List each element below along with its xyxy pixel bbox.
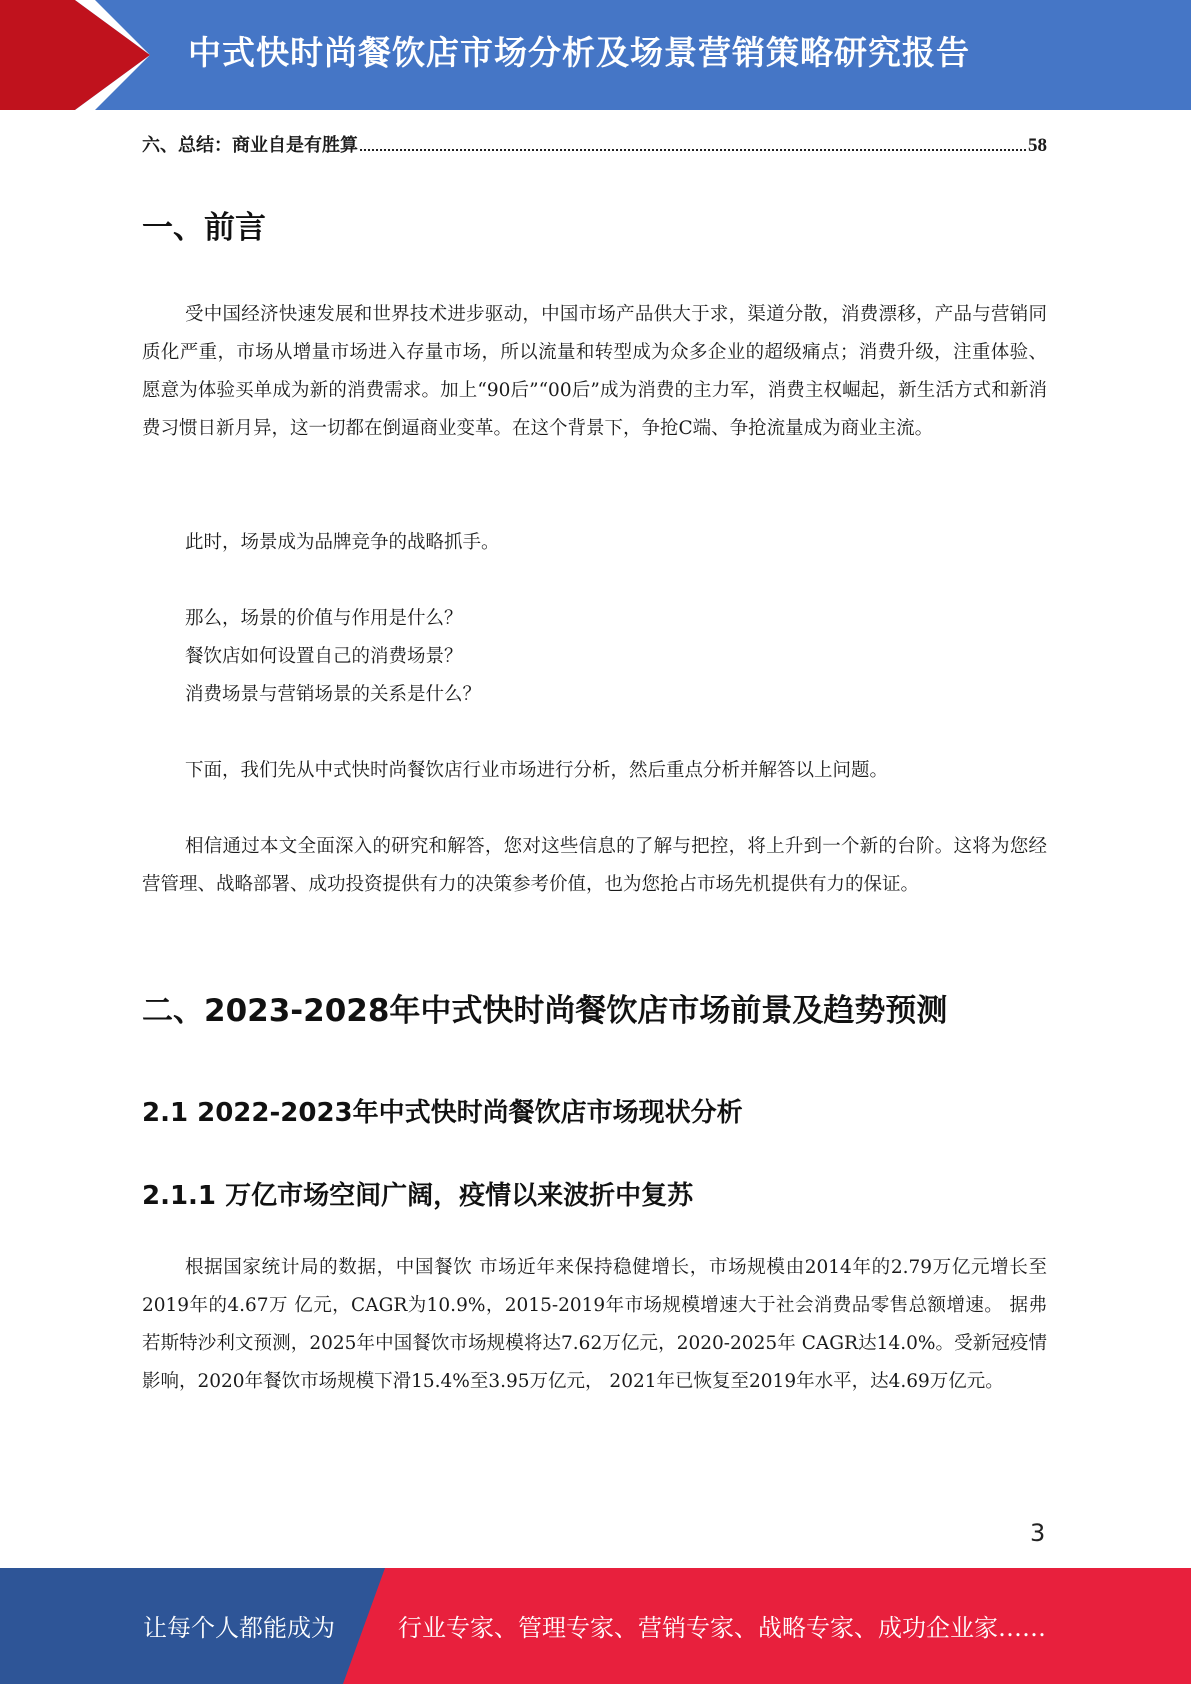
- report-title: 中式快时尚餐饮店市场分析及场景营销策略研究报告: [188, 33, 970, 72]
- page-number: 3: [1030, 1519, 1046, 1547]
- section-heading-2: 二、2023-2028年中式快时尚餐饮店市场前景及趋势预测: [142, 993, 948, 1029]
- footer-slogan-right: 行业专家、管理专家、营销专家、战略专家、成功企业家……: [398, 1614, 1046, 1642]
- preface-paragraph-3: 下面，我们先从中式快时尚餐饮店行业市场进行分析，然后重点分析并解答以上问题。: [185, 760, 889, 781]
- toc-entry-page: 58: [1028, 135, 1047, 156]
- section-heading-2-1: 2.1 2022-2023年中式快时尚餐饮店市场现状分析: [142, 1098, 743, 1128]
- preface-paragraph-2: 此时，场景成为品牌竞争的战略抓手。: [185, 532, 500, 553]
- toc-leader-dots: [360, 149, 1026, 151]
- question-3: 消费场景与营销场景的关系是什么？: [185, 684, 482, 705]
- section-heading-2-1-1: 2.1.1 万亿市场空间广阔，疫情以来波折中复苏: [142, 1181, 694, 1211]
- toc-entry[interactable]: [142, 131, 1047, 157]
- section-2-1-1-paragraph: 根据国家统计局的数据，中国餐饮 市场近年来保持稳健增长，市场规模由2014年的2.79万亿元增长至2019年的4.67万 亿元，CAGR为10.9%，2015-2019年市场规模增速大于社会消费品零售总额增速。 据弗若斯特沙利文预测，2025年中国餐饮市场规模将达7.62万亿元，2020-2025年 CAGR达14.0%。受新冠疫情影响，2020年餐饮市场规模下滑15.4%至3.95万亿元， 2021年已恢复至2019年水平，达4.69万亿元。: [142, 1257, 1047, 1392]
- preface-paragraph-1: 受中国经济快速发展和世界技术进步驱动，中国市场产品供大于求，渠道分散，消费漂移，产品与营销同质化严重，市场从增量市场进入存量市场，所以流量和转型成为众多企业的超级痛点；消费升级，注重体验、愿意为体验买单成为新的消费需求。加上“90后”“00后”成为消费的主力军，消费主权崛起，新生活方式和新消费习惯日新月异，这一切都在倒逼商业变革。在这个背景下，争抢C端、争抢流量成为商业主流。: [142, 304, 1047, 439]
- footer-slogan-left: 让每个人都能成为: [143, 1614, 335, 1642]
- section-heading-preface: 一、前言: [142, 210, 266, 246]
- toc-entry-label: 六、总结：商业自是有胜算: [142, 135, 358, 156]
- question-1: 那么，场景的价值与作用是什么？: [185, 608, 463, 629]
- footer-banner: [0, 1568, 1191, 1684]
- question-2: 餐饮店如何设置自己的消费场景？: [185, 646, 463, 667]
- header-banner: [0, 0, 1191, 110]
- preface-paragraph-4: 相信通过本文全面深入的研究和解答，您对这些信息的了解与把控，将上升到一个新的台阶。这将为您经营管理、战略部署、成功投资提供有力的决策参考价值，也为您抢占市场先机提供有力的保证。: [142, 836, 1047, 895]
